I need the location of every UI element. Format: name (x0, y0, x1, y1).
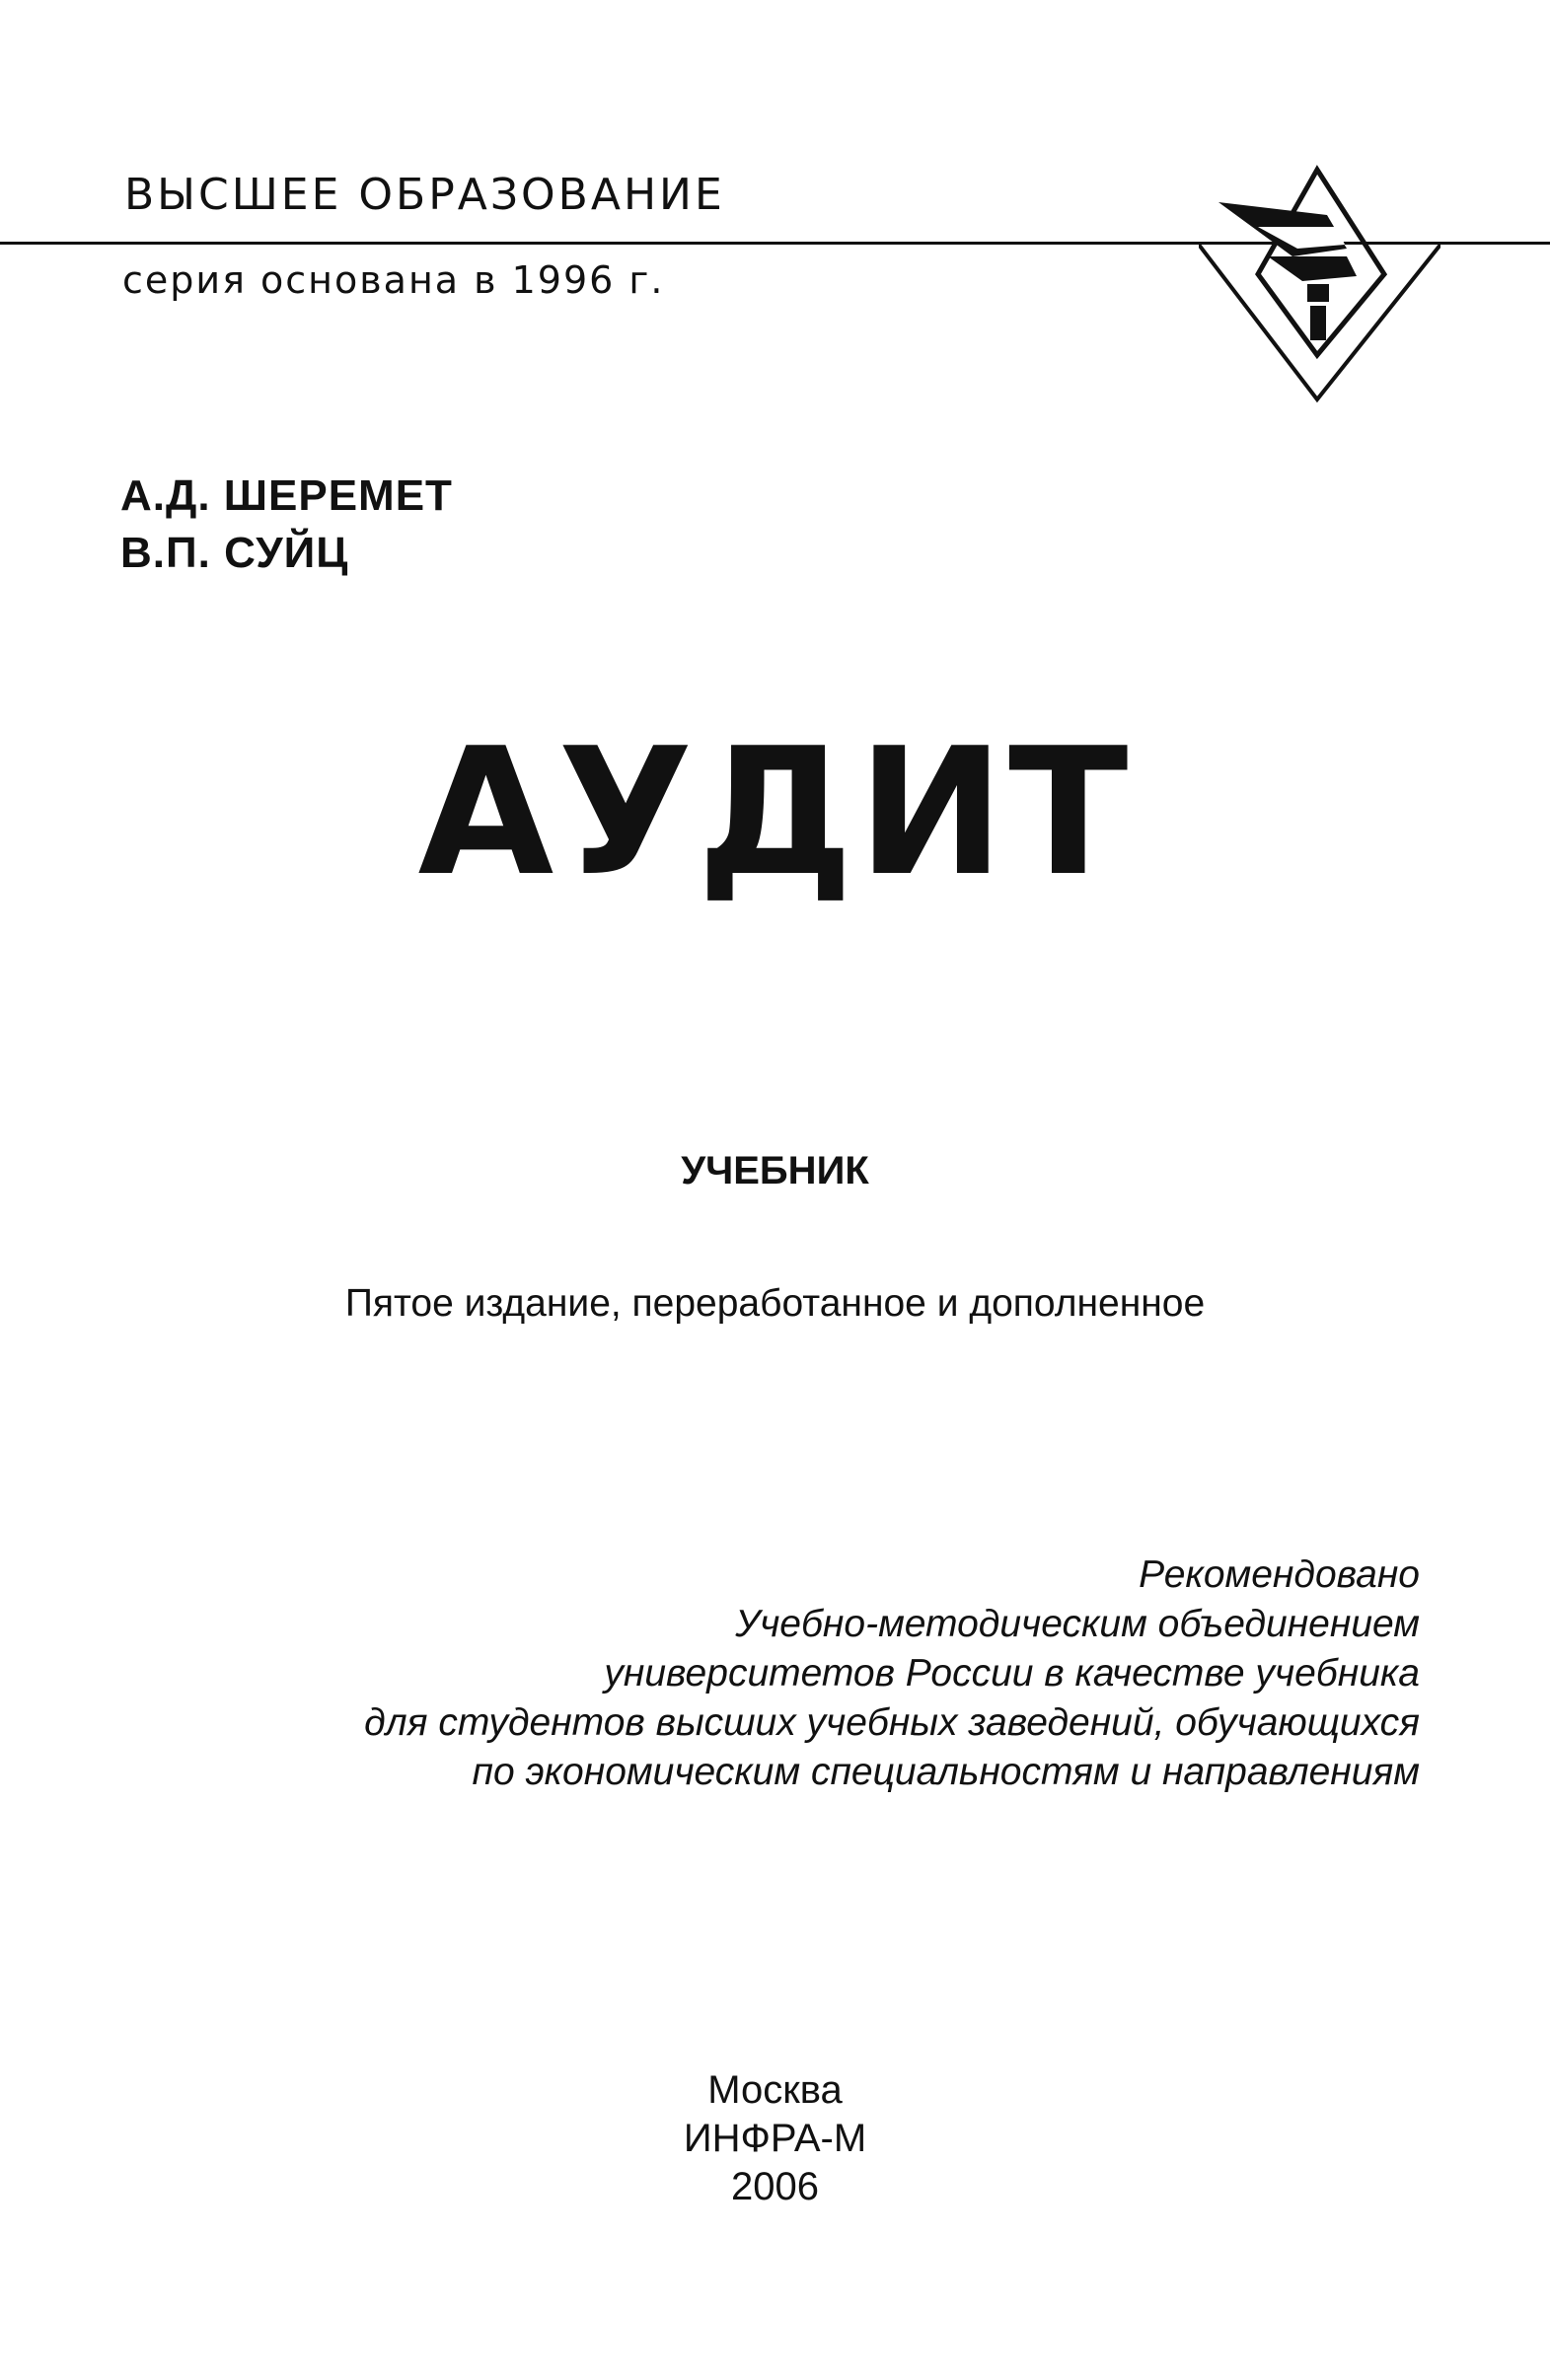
recommendation-line: Учебно-методическим объединением (735, 1603, 1420, 1645)
series-title: ВЫСШЕЕ ОБРАЗОВАНИЕ (124, 170, 725, 220)
book-title: АУДИТ (417, 710, 1133, 914)
edition-note: Пятое издание, переработанное и дополненное (344, 1282, 1206, 1325)
imprint-block (0, 2066, 1550, 2211)
author-name: В.П. СУЙЦ (120, 529, 349, 577)
recommendation-line: Рекомендовано (1139, 1553, 1420, 1596)
recommendation-line: по экономическим специальностям и направлениям (472, 1751, 1420, 1793)
book-type: УЧЕБНИК (681, 1149, 869, 1192)
imprint-city: Москва (707, 2068, 843, 2112)
recommendation-line: для студентов высших учебных заведений, обучающихся (364, 1701, 1420, 1744)
imprint-year: 2006 (731, 2165, 819, 2208)
series-subtitle: серия основана в 1996 г. (122, 258, 665, 302)
author-name: А.Д. ШЕРЕМЕТ (120, 471, 453, 520)
imprint-publisher: ИНФРА-М (683, 2117, 867, 2160)
recommendation-block (364, 1551, 1420, 1797)
torch-triangle-logo-icon (1199, 158, 1440, 404)
recommendation-line: университетов России в качестве учебника (604, 1652, 1420, 1695)
